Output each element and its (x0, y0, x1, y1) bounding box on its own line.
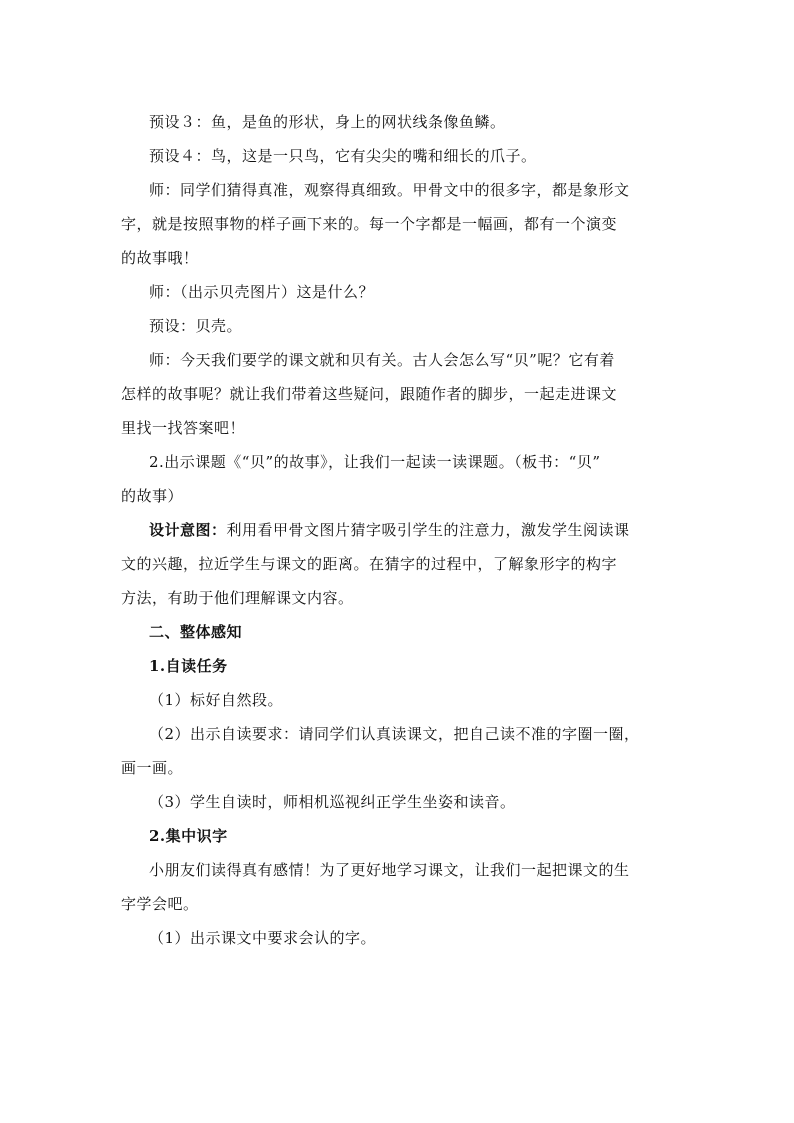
text-line: （3）学生自读时，师相机巡视纠正学生坐姿和读音。 (149, 793, 516, 811)
text-line: 师：今天我们要学的课文就和贝有关。古人会怎么写“贝”呢？它有着 (149, 351, 615, 369)
text-line: 的故事哦！ (121, 249, 199, 267)
text-line: 师：同学们猜得真准，观察得真细致。甲骨文中的很多字，都是象形文 (149, 181, 630, 199)
text-line: 师：（出示贝壳图片）这是什么？ (149, 283, 375, 301)
document-body (121, 105, 677, 955)
text-line: 预设：贝壳。 (149, 317, 243, 335)
text-line: 怎样的故事呢？就让我们带着这些疑问，跟随作者的脚步，一起走进课文 (121, 385, 618, 403)
text-line: 2.出示课题《“贝”的故事》，让我们一起读一读课题。（板书：“贝” (149, 453, 601, 471)
subsection-heading: 1.自读任务 (149, 657, 228, 675)
text-line: （2）出示自读要求：请同学们认真读课文，把自己读不准的字圈一圈， (149, 725, 640, 743)
text-line: （1）标好自然段。 (149, 691, 284, 709)
text-line: 小朋友们读得真有感情！为了更好地学习课文，让我们一起把课文的生 (149, 861, 630, 879)
text-line: 字学会吧。 (121, 895, 199, 913)
text-line: 字，就是按照事物的样子画下来的。每一个字都是一幅画，都有一个演变 (121, 215, 618, 233)
text-line: 里找一找答案吧！ (121, 419, 246, 437)
text-line: 的故事） (121, 487, 184, 505)
text-line: 预设３：鱼，是鱼的形状，身上的网状线条像鱼鳞。 (149, 113, 506, 131)
text-line: （1）出示课文中要求会认的字。 (149, 929, 377, 947)
design-intent-text: 利用看甲骨文图片猜字吸引学生的注意力，激发学生阅读课 (226, 521, 630, 539)
section-heading: 二、整体感知 (149, 623, 243, 641)
subsection-heading: 2.集中识字 (149, 827, 228, 845)
text-line: 方法，有助于他们理解课文内容。 (121, 589, 354, 607)
text-line: 画一画。 (121, 759, 184, 777)
design-intent-label: 设计意图： (149, 521, 227, 539)
text-line: 预设４：鸟，这是一只鸟，它有尖尖的嘴和细长的爪子。 (149, 147, 537, 165)
design-intent-line (121, 513, 677, 547)
text-line: 文的兴趣，拉近学生与课文的距离。在猜字的过程中，了解象形字的构字 (121, 555, 618, 573)
